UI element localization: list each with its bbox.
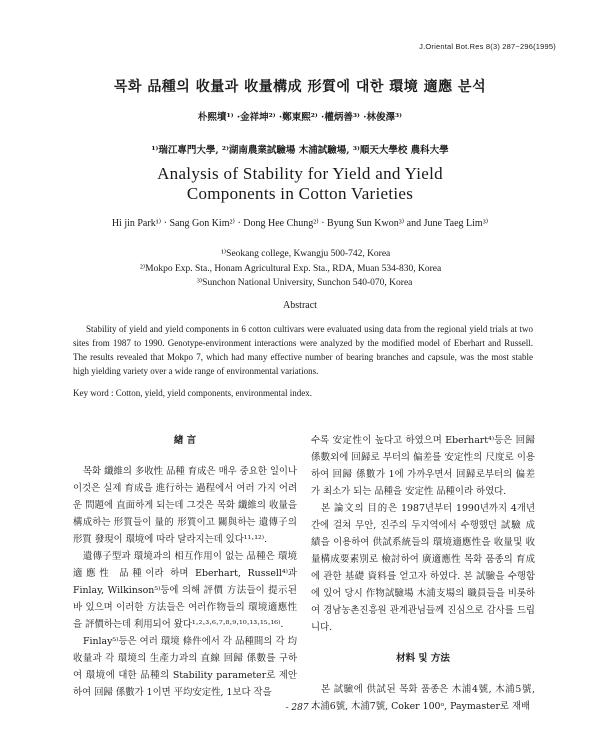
abstract-heading: Abstract <box>283 300 317 311</box>
right-column <box>311 432 535 715</box>
intro-paragraph-3: Finlay⁵⁾등은 여러 環境 條件에서 각 品種間의 각 均收量과 각 環境의 生產力과의 直線 回歸 係數를 구하여 環境에 대한 品種의 Stability parameter로 제안하여 回歸 係數가 1이면 平均安定性, 1보다 작을 <box>73 636 297 698</box>
section-intro-title: 緖 言 <box>173 435 197 446</box>
korean-title: 목화 品種의 收量과 收量構成 形質에 대한 環境 適應 분석 <box>113 79 487 95</box>
methods-paragraph: 본 試驗에 供試된 목화 품종은 木浦4號, 木浦5號, 木浦6號, 木浦7號, Coker 100ᵒ, Paymaster로 재배 <box>311 684 535 712</box>
english-title-line-2: Components in Cotton Varieties <box>186 184 414 203</box>
page-number: - 287 - <box>285 703 315 713</box>
korean-affiliations: ¹⁾瑞江專門大學, ²⁾湖南農業試驗場 木浦試驗場, ³⁾順天大學校 農科大學 <box>151 145 449 156</box>
abstract-text: Stability of yield and yield components in 6 cotton cultivars were evaluated using data from the regional yield trials at two sites from 1987 to 1990. Genotype-environment interactions were analyzed by the modified model of Eberhart and Russell. The results revealed that Mokpo 7, which had many effective number of bearing branches and capsule, was the most stable high yielding variety over a wide range of environmental variations. <box>73 324 533 376</box>
right-paragraph-2: 본 論文의 目的은 1987년부터 1990년까지 4개년간에 걸쳐 무안, 진주의 두지역에서 수행했던 試驗 成績을 이용하여 供試系統들의 環境適應性을 收量및 收量構成要素別로 檢討하여 廣適應性 목화 품종의 育成에 관한 基礎 資料를 얻고자 하였다. 본 試驗을 수행함에 있어 당시 作物試驗場 木浦支場의 職員들을 비롯하여 경남농촌진흥원 관계관님들께 진심으로 감사를 드립니다. <box>311 503 535 633</box>
english-title <box>0 164 600 204</box>
affiliation-1: ¹⁾Seokang college, Kwangju 500-742, Korea <box>221 249 391 259</box>
english-authors: Hi jin Park¹⁾ · Sang Gon Kim²⁾ · Dong Hee Chung²⁾ · Byung Sun Kwon³⁾ and June Taeg Lim³⁾ <box>111 218 489 229</box>
keywords: Key word : Cotton, yield, yield components, environmental index. <box>73 388 312 398</box>
journal-reference: J.Oriental Bot.Res 8(3) 287~296(1995) <box>419 42 556 51</box>
english-title-line-1: Analysis of Stability for Yield and Yield <box>157 164 443 183</box>
english-affiliations <box>128 247 528 291</box>
left-column <box>73 432 297 701</box>
section-methods-title: 材料 및 方法 <box>396 653 450 664</box>
intro-paragraph-1: 목화 纖維의 多收性 品種 育成은 매우 중요한 일이나 이것은 실제 育成을 進行하는 過程에서 여러 가지 어려운 問題에 直面하게 되는데 그것은 목화 纖維의 收量을 構成하는 形質들이 量的 形質이고 關與하는 遺傳子의 形質 發現이 環境에 따라 달라지는데 있다¹¹·¹²⁾. <box>73 466 297 545</box>
korean-authors: 朴熙墳¹⁾ ·金祥坤²⁾ ·鄭東熙²⁾ ·權炳善³⁾ ·林俊澤³⁾ <box>198 112 402 123</box>
affiliation-2: ²⁾Mokpo Exp. Sta., Honam Agricultural Exp. Sta., RDA, Muan 534-830, Korea <box>140 263 442 274</box>
right-paragraph-1: 수록 安定性이 높다고 하였으며 Eberhart⁴⁾등은 回歸係數외에 回歸로 부터의 偏差를 安定性의 尺度로 이용하여 回歸 係數가 1에 가까우면서 回歸로부터의 偏差가 최소가 되는 品種을 安定性 品種이라 하였다. <box>311 435 535 497</box>
intro-paragraph-2: 遺傳子型과 環境과의 相互作用이 없는 品種은 環境適應性 品種이라 하며 Eberhart, Russell⁴⁾과 Finlay, Wilkinson⁵⁾등에 의해 評價 方法들이 提示된바 있으며 이러한 方法들은 여러作物들의 環境適應性을 評價하는데 利用되어 왔다¹·²·³·⁶·⁷·⁸·⁹·¹⁰·¹³·¹⁵·¹⁶⁾. <box>73 551 297 630</box>
affiliation-3: ³⁾Sunchon National University, Sunchon 540-070, Korea <box>197 278 413 288</box>
